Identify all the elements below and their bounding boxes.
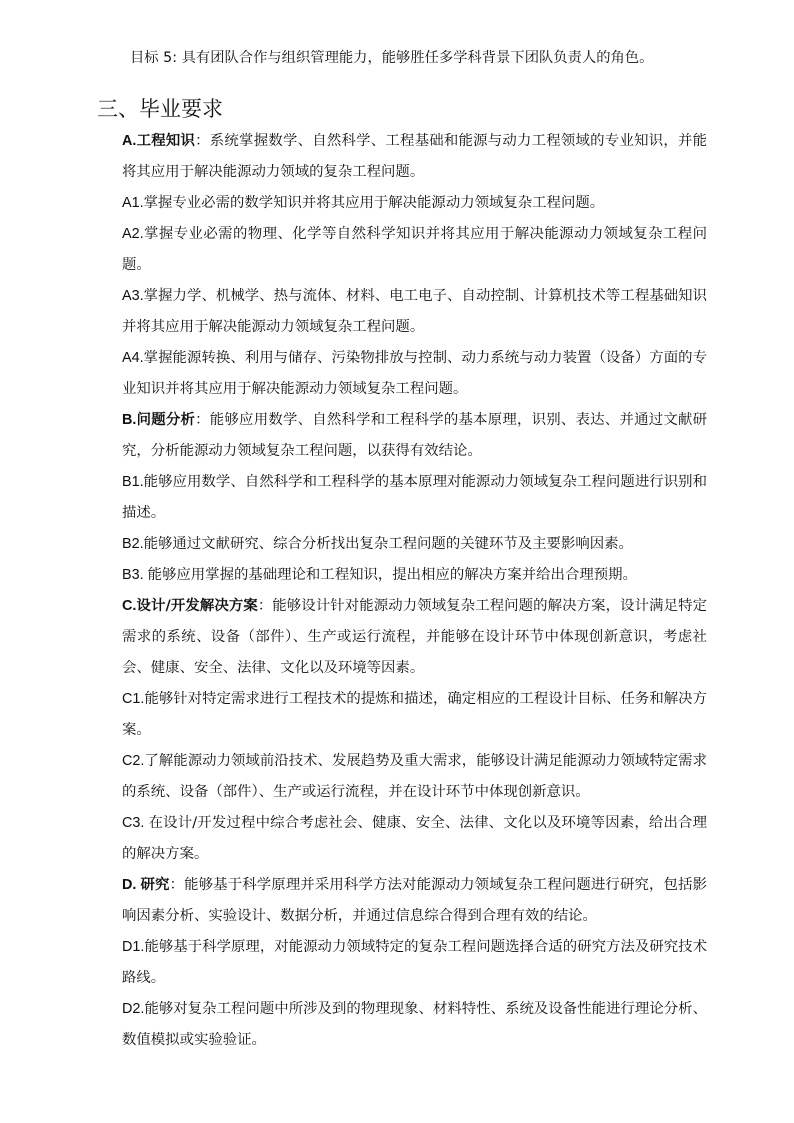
requirement-item	[122, 684, 707, 746]
requirement-text: 在设计/开发过程中综合考虑社会、健康、安全、法律、文化以及环境等因素，给出合理的解决方案。	[122, 815, 707, 862]
requirement-item	[122, 560, 707, 591]
requirement-item	[122, 219, 707, 281]
requirement-title: 研究	[140, 877, 170, 893]
requirement-code: C.	[122, 598, 137, 614]
requirement-code: D2.	[122, 1001, 145, 1017]
requirement-code: C2.	[122, 753, 145, 769]
requirement-code: D1.	[122, 939, 145, 955]
requirement-item	[122, 467, 707, 529]
requirement-item	[122, 932, 707, 994]
requirement-code: A4.	[122, 350, 144, 366]
requirement-code: B1.	[122, 474, 144, 490]
requirement-item	[122, 188, 707, 219]
requirement-code: A2.	[122, 226, 144, 242]
requirement-text: 掌握能源转换、利用与储存、污染物排放与控制、动力系统与动力装置（设备）方面的专业知识并将其应用于解决能源动力领域复杂工程问题。	[122, 350, 707, 397]
requirement-text: 能够对复杂工程问题中所涉及到的物理现象、材料特性、系统及设备性能进行理论分析、数值模拟或实验验证。	[122, 1001, 707, 1048]
requirement-heading	[122, 591, 707, 684]
requirement-title: 问题分析	[136, 412, 196, 428]
requirement-code: A1.	[122, 195, 144, 211]
requirement-text: ：能够应用数学、自然科学和工程科学的基本原理，识别、表达、并通过文献研究，分析能源动力领域复杂工程问题，以获得有效结论。	[122, 412, 707, 459]
requirement-text: 掌握专业必需的数学知识并将其应用于解决能源动力领域复杂工程问题。	[143, 195, 605, 211]
section-title: 三、毕业要求	[97, 97, 223, 121]
requirement-text: 掌握力学、机械学、热与流体、材料、电工电子、自动控制、计算机技术等工程基础知识并将其应用于解决能源动力领域复杂工程问题。	[122, 288, 707, 335]
goal-5-text: 目标 5: 具有团队合作与组织管理能力，能够胜任多学科背景下团队负责人的角色。	[130, 50, 654, 66]
requirement-text: 能够应用掌握的基础理论和工程知识，提出相应的解决方案并给出合理预期。	[147, 567, 637, 583]
requirements-list	[122, 126, 707, 1056]
requirement-title: 工程知识	[136, 133, 196, 149]
requirement-item	[122, 808, 707, 870]
requirement-item	[122, 343, 707, 405]
requirement-text: 能够基于科学原理，对能源动力领域特定的复杂工程问题选择合适的研究方法及研究技术路线。	[122, 939, 707, 986]
requirement-text: 能够应用数学、自然科学和工程科学的基本原理对能源动力领域复杂工程问题进行识别和描述。	[122, 474, 707, 521]
requirement-text: ：能够设计针对能源动力领域复杂工程问题的解决方案，设计满足特定需求的系统、设备（部件）、生产或运行流程，并能够在设计环节中体现创新意识，考虑社会、健康、安全、法律、文化以及环境等因素。	[122, 598, 707, 676]
requirement-heading	[122, 405, 707, 467]
requirement-item	[122, 281, 707, 343]
requirement-code: B3.	[122, 567, 148, 583]
requirement-code: D.	[122, 877, 141, 893]
requirement-code: A3.	[122, 288, 144, 304]
requirement-text: 掌握专业必需的物理、化学等自然科学知识并将其应用于解决能源动力领域复杂工程问题。	[122, 226, 707, 273]
requirement-text: ：能够基于科学原理并采用科学方法对能源动力领域复杂工程问题进行研究，包括影响因素分析、实验设计、数据分析，并通过信息综合得到合理有效的结论。	[122, 877, 707, 924]
requirement-item	[122, 994, 707, 1056]
requirement-code: B.	[122, 412, 137, 428]
requirement-text: 能够通过文献研究、综合分析找出复杂工程问题的关键环节及主要影响因素。	[143, 536, 633, 552]
requirement-text: ：系统掌握数学、自然科学、工程基础和能源与动力工程领域的专业知识，并能将其应用于解决能源动力领域的复杂工程问题。	[122, 133, 707, 180]
requirement-text: 了解能源动力领域前沿技术、发展趋势及重大需求，能够设计满足能源动力领域特定需求的系统、设备（部件）、生产或运行流程，并在设计环节中体现创新意识。	[122, 753, 707, 800]
requirement-item	[122, 529, 707, 560]
requirement-heading	[122, 870, 707, 932]
requirement-code: A.	[122, 133, 137, 149]
requirement-title: 设计/开发解决方案	[136, 598, 258, 614]
requirement-heading	[122, 126, 707, 188]
requirement-text: 能够针对特定需求进行工程技术的提炼和描述，确定相应的工程设计目标、任务和解决方案。	[122, 691, 707, 738]
requirement-code: C1.	[122, 691, 145, 707]
requirement-code: C3.	[122, 815, 149, 831]
requirement-code: B2.	[122, 536, 144, 552]
requirement-item	[122, 746, 707, 808]
